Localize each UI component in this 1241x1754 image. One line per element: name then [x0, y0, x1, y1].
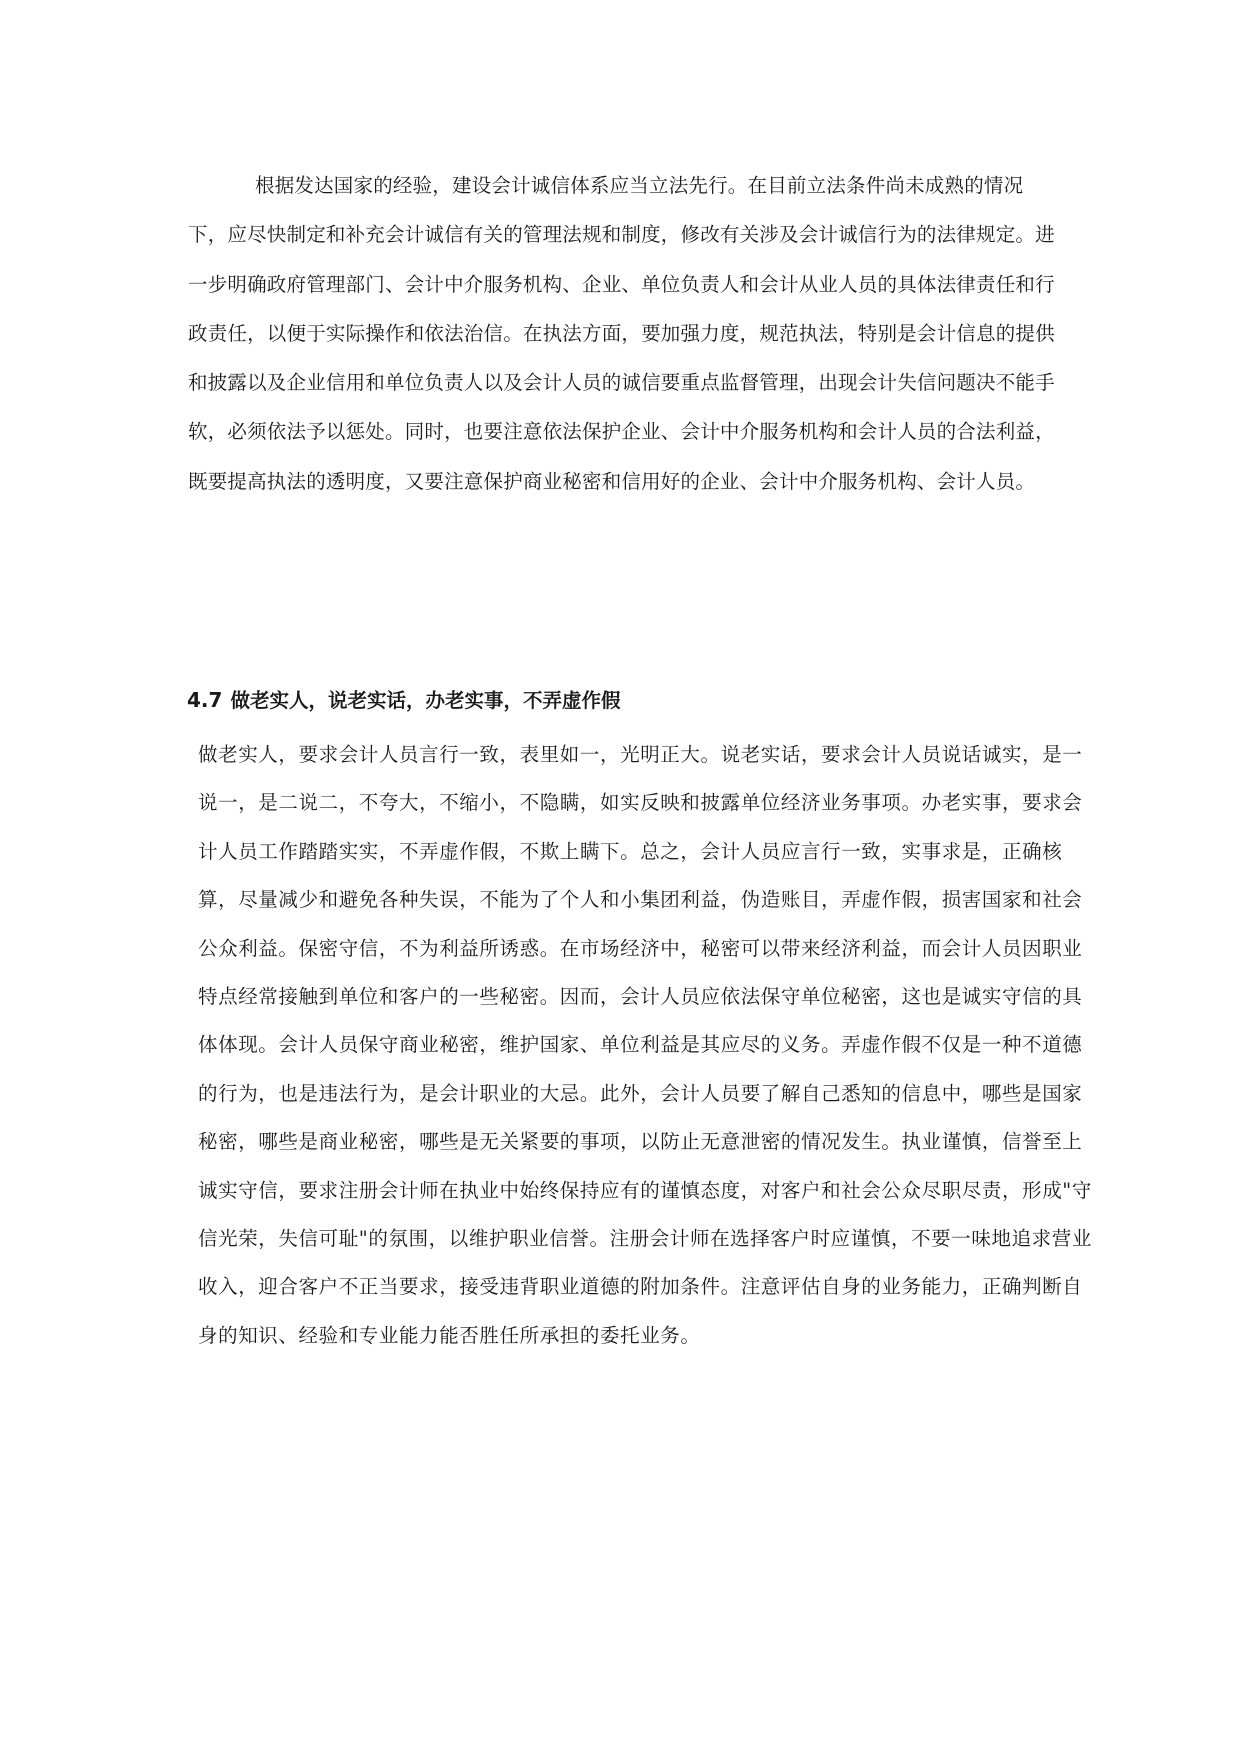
paragraph-legislation: 根据发达国家的经验，建设会计诚信体系应当立法先行。在目前立法条件尚未成熟的情况下，应尽快制定和补充会计诚信有关的管理法规和制度，修改有关涉及会计诚信行为的法律规定。进一步明确政府管理部门、会计中介服务机构、企业、单位负责人和会计从业人员的具体法律责任和行政责任，以便于实际操作和依法治信。在执法方面，要加强力度，规范执法，特别是会计信息的提供和披露以及企业信用和单位负责人以及会计人员的诚信要重点监督管理，出现会计失信问题决不能手软，必须依法予以惩处。同时，也要注意依法保护企业、会计中介服务机构和会计人员的合法利益，既要提高执法的透明度，又要注意保护商业秘密和信用好的企业、会计中介服务机构、会计人员。 [188, 174, 1055, 493]
section-title: 做老实人，说老实话，办老实事，不弄虚作假 [230, 689, 621, 712]
paragraph-honesty: 做老实人，要求会计人员言行一致，表里如一，光明正大。说老实话，要求会计人员说话诚实，是一说一，是二说二，不夸大，不缩小，不隐瞒，如实反映和披露单位经济业务事项。办老实事，要求会计人员工作踏踏实实，不弄虚作假，不欺上瞒下。总之，会计人员应言行一致，实事求是，正确核算，尽量减少和避免各种失误，不能为了个人和小集团利益，伪造账目，弄虚作假，损害国家和社会公众利益。保密守信，不为利益所诱惑。在市场经济中，秘密可以带来经济利益，而会计人员因职业特点经常接触到单位和客户的一些秘密。因而，会计人员应依法保守单位秘密，这也是诚实守信的具体体现。会计人员保守商业秘密，维护国家、单位利益是其应尽的义务。弄虚作假不仅是一种不道德的行为，也是违法行为，是会计职业的大忌。此外，会计人员要了解自己悉知的信息中，哪些是国家秘密，哪些是商业秘密，哪些是无关紧要的事项，以防止无意泄密的情况发生。执业谨慎，信誉至上诚实守信，要求注册会计师在执业中始终保持应有的谨慎态度，对客户和社会公众尽职尽责，形成"守信光荣，失信可耻"的氛围，以维护职业信誉。注册会计师在选择客户时应谨慎，不要一味地追求营业收入，迎合客户不正当要求，接受违背职业道德的附加条件。注意评估自身的业务能力，正确判断自身的知识、经验和专业能力能否胜任所承担的委托业务。 [198, 743, 1092, 1347]
section-number: 4.7 [187, 688, 223, 712]
section-heading [187, 684, 1087, 717]
